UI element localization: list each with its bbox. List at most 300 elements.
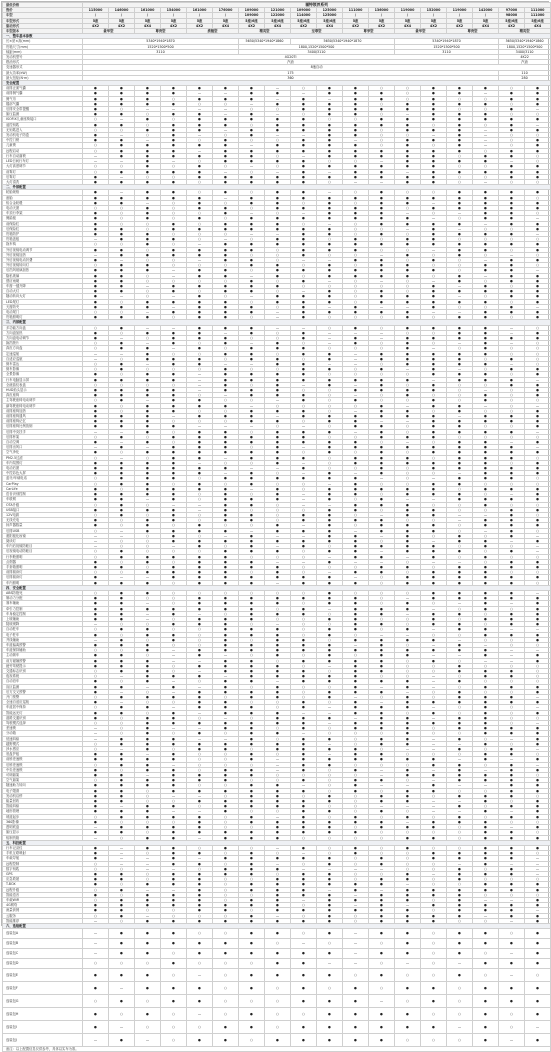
feature-cell: ● [525,959,551,969]
feature-cell: ● [239,773,265,778]
feature-cell: ● [499,216,525,221]
feature-cell: ● [473,440,499,445]
feature-cell: ● [135,648,161,653]
feature-cell: ○ [421,830,447,835]
feature-cell: ● [239,814,265,819]
feature-cell: ● [83,424,109,429]
feature-cell: ● [239,616,265,621]
feature-cell: — [265,466,291,471]
feature-cell: ● [499,845,525,850]
feature-cell: — [525,861,551,866]
feature-cell: ● [291,1021,317,1034]
row-label: 变速器形式 [3,65,83,70]
feature-cell: ● [135,263,161,268]
feature-cell: ○ [525,237,551,242]
row-label: LED尾灯 [3,299,83,304]
feature-cell: ● [525,127,551,132]
header-cell: / [395,13,421,18]
feature-cell: ● [187,127,213,132]
feature-cell: — [421,741,447,746]
feature-cell: ● [135,736,161,741]
feature-cell: ● [473,242,499,247]
feature-cell: ● [499,982,525,995]
feature-cell: ● [343,897,369,902]
feature-cell: ○ [135,533,161,538]
feature-cell: ● [265,382,291,387]
feature-cell: — [83,637,109,642]
feature-cell: ● [187,616,213,621]
feature-cell: ● [525,767,551,772]
feature-cell: ○ [239,299,265,304]
feature-cell: — [421,247,447,252]
feature-cell: ● [473,851,499,856]
feature-cell: ● [135,1008,161,1021]
feature-cell: ● [109,247,135,252]
feature-cell: ○ [239,523,265,528]
feature-cell: — [135,325,161,330]
feature-cell: ○ [83,913,109,918]
feature-cell: ● [499,304,525,309]
feature-cell: ○ [239,205,265,210]
feature-cell: ● [187,398,213,403]
feature-cell: ○ [317,726,343,731]
feature-cell: ○ [395,616,421,621]
feature-cell: ● [213,190,239,195]
feature-cell: ● [187,205,213,210]
feature-cell: ○ [395,570,421,575]
feature-cell: — [421,278,447,283]
feature-cell: ○ [135,512,161,517]
feature-cell: ● [187,86,213,91]
feature-cell: ● [317,549,343,554]
feature-cell: ● [369,752,395,757]
feature-cell: ● [187,523,213,528]
feature-cell: ○ [135,564,161,569]
feature-cell: ● [135,216,161,221]
feature-cell: ● [213,289,239,294]
table-row [3,1021,551,1034]
feature-cell: ● [187,195,213,200]
feature-cell: — [343,903,369,908]
spec-cell: 3110 [83,49,239,54]
feature-cell: ○ [135,294,161,299]
feature-cell: ● [291,752,317,757]
feature-cell: ● [369,669,395,674]
feature-cell: ○ [109,299,135,304]
feature-cell: ● [447,278,473,283]
row-label: 车联网 [3,497,83,502]
feature-cell: ● [473,929,499,939]
feature-cell: ○ [421,882,447,887]
feature-cell: — [291,492,317,497]
feature-cell: ● [473,497,499,502]
feature-cell: ● [317,695,343,700]
row-label: 后保险杠 [3,226,83,231]
feature-cell: ● [395,700,421,705]
price-cell: 119000 [395,8,421,13]
feature-cell: ○ [265,304,291,309]
feature-cell: — [395,819,421,824]
feature-cell: ● [109,377,135,382]
family-label: 福特领界系列 [83,3,551,8]
feature-cell: ● [109,908,135,913]
feature-cell: ● [135,91,161,96]
feature-cell: ● [317,195,343,200]
feature-cell: ● [265,200,291,205]
feature-cell: ● [213,466,239,471]
feature-cell: ● [161,476,187,481]
feature-cell: ● [473,564,499,569]
feature-cell: ○ [317,179,343,184]
feature-cell: ● [473,351,499,356]
feature-cell: — [161,159,187,164]
feature-cell: — [161,658,187,663]
feature-cell: ● [135,783,161,788]
feature-cell: — [369,887,395,892]
feature-cell: ● [161,289,187,294]
feature-cell: ● [109,362,135,367]
feature-cell: ● [291,637,317,642]
feature-cell: ● [239,356,265,361]
feature-cell: ● [499,367,525,372]
feature-cell: ● [291,799,317,804]
feature-cell: ○ [135,382,161,387]
feature-cell: ● [395,982,421,995]
feature-cell: ● [213,507,239,512]
feature-cell: ○ [447,616,473,621]
row-label: 制动力分配 [3,596,83,601]
feature-cell: ○ [369,325,395,330]
feature-cell: ● [395,445,421,450]
feature-cell: ● [291,642,317,647]
feature-cell: — [265,580,291,585]
feature-cell: ● [421,512,447,517]
feature-cell: ○ [317,637,343,642]
feature-cell: ○ [265,995,291,1008]
feature-cell: — [265,133,291,138]
feature-cell: ● [395,575,421,580]
feature-cell: ● [343,143,369,148]
feature-cell: ● [447,325,473,330]
feature-cell: ● [421,283,447,288]
feature-cell: ○ [265,700,291,705]
feature-cell: ● [343,205,369,210]
feature-cell: ● [421,918,447,923]
feature-cell: ● [525,393,551,398]
feature-cell: ● [291,949,317,959]
feature-cell: — [265,845,291,850]
feature-cell: ● [135,715,161,720]
feature-cell: ○ [265,336,291,341]
feature-cell: ● [499,804,525,809]
feature-cell: — [213,455,239,460]
feature-cell: — [161,325,187,330]
feature-cell: ● [187,445,213,450]
feature-cell: ● [447,969,473,982]
feature-cell: ● [213,549,239,554]
feature-cell: ○ [187,237,213,242]
feature-cell: ● [109,346,135,351]
feature-cell: — [395,903,421,908]
feature-cell: ● [525,575,551,580]
feature-cell: ● [369,445,395,450]
feature-cell: ● [343,549,369,554]
feature-cell: ● [317,580,343,585]
feature-cell: — [83,825,109,830]
feature-cell: ● [265,393,291,398]
feature-cell: ○ [291,684,317,689]
feature-cell: ● [447,476,473,481]
feature-cell: ○ [83,741,109,746]
feature-cell: ● [473,570,499,575]
feature-cell: ○ [265,424,291,429]
feature-cell: ● [213,700,239,705]
feature-cell: ● [291,216,317,221]
feature-cell: ● [161,715,187,720]
feature-cell: ● [161,341,187,346]
feature-cell: ● [213,211,239,216]
feature-cell: ○ [421,752,447,757]
header-cell: 4X4 [395,23,421,28]
feature-cell: ● [525,783,551,788]
feature-cell: ● [187,528,213,533]
feature-cell: ● [421,549,447,554]
feature-cell: ● [109,237,135,242]
feature-cell: — [317,554,343,559]
feature-cell: ● [239,96,265,101]
feature-cell: ○ [239,315,265,320]
feature-cell: ● [291,544,317,549]
row-label: 隐私玻璃 [3,273,83,278]
feature-cell: ● [317,148,343,153]
feature-cell: ○ [213,819,239,824]
feature-cell: ● [239,918,265,923]
feature-cell: ○ [291,632,317,637]
feature-cell: ○ [343,918,369,923]
feature-cell: ○ [525,715,551,720]
header-cell: / [109,13,135,18]
feature-cell: ○ [161,523,187,528]
feature-cell: — [395,882,421,887]
feature-cell: ● [265,486,291,491]
feature-cell: ● [135,486,161,491]
feature-cell: ○ [499,892,525,897]
feature-cell: ○ [265,871,291,876]
feature-cell: — [187,856,213,861]
feature-cell: ● [265,476,291,481]
feature-cell: ● [109,325,135,330]
feature-cell: ● [213,434,239,439]
feature-cell: ● [265,819,291,824]
header-cell: 5座 [161,18,187,23]
feature-cell: ● [369,263,395,268]
feature-cell: ● [499,96,525,101]
row-label: 上坡辅助 [3,616,83,621]
feature-cell: ● [343,819,369,824]
price-cell: 136000 [369,8,395,13]
feature-cell: ○ [83,205,109,210]
row-label: 倒车雷达 [3,362,83,367]
feature-cell: ● [421,434,447,439]
feature-cell: ○ [447,216,473,221]
feature-cell: ○ [187,138,213,143]
feature-cell: ● [499,450,525,455]
feature-cell: ● [83,908,109,913]
feature-cell: ○ [187,627,213,632]
feature-cell: ○ [473,533,499,538]
feature-cell: — [369,700,395,705]
table-row [3,969,551,982]
feature-cell: ● [317,642,343,647]
feature-cell: ● [213,648,239,653]
feature-cell: ● [213,845,239,850]
feature-cell: ● [317,414,343,419]
row-label: 最大扭矩(N·m) [3,75,83,80]
feature-cell: ○ [447,835,473,840]
feature-cell: ● [161,892,187,897]
feature-cell: — [421,133,447,138]
row-label: 无钥匙进入 [3,127,83,132]
feature-cell: — [187,835,213,840]
feature-cell: ● [291,995,317,1008]
spec-cell: 360 [83,75,499,80]
feature-cell: ● [447,122,473,127]
feature-cell: ● [395,263,421,268]
feature-cell: ● [499,835,525,840]
feature-cell: ○ [525,830,551,835]
feature-cell: ● [135,346,161,351]
feature-cell: ● [291,205,317,210]
table-row [3,959,551,969]
feature-cell: ● [473,153,499,158]
feature-cell: ● [499,788,525,793]
feature-cell: ● [135,237,161,242]
feature-cell: — [291,523,317,528]
feature-cell: ○ [265,502,291,507]
header-cell: / [135,13,161,18]
feature-cell: ● [395,351,421,356]
feature-cell: ○ [161,799,187,804]
feature-cell: ● [265,653,291,658]
feature-cell: — [213,107,239,112]
feature-cell: ● [291,299,317,304]
feature-cell: — [421,809,447,814]
feature-cell: ● [499,190,525,195]
feature-cell: ● [369,793,395,798]
feature-cell: — [161,414,187,419]
feature-cell: ● [525,200,551,205]
feature-cell: — [213,674,239,679]
feature-cell: ● [109,783,135,788]
feature-cell: ● [265,799,291,804]
feature-cell: ○ [135,289,161,294]
feature-cell: ● [109,773,135,778]
feature-cell: — [421,559,447,564]
feature-cell: ○ [291,622,317,627]
feature-cell: — [395,747,421,752]
feature-cell: ○ [499,393,525,398]
feature-cell: ● [525,278,551,283]
feature-cell: ● [291,429,317,434]
feature-cell: — [525,231,551,236]
feature-cell: ● [473,799,499,804]
feature-cell: ○ [343,564,369,569]
feature-cell: ● [187,304,213,309]
feature-cell: ● [291,179,317,184]
feature-cell: ● [525,143,551,148]
feature-cell: ● [317,747,343,752]
feature-cell: ○ [343,632,369,637]
feature-cell: ● [447,903,473,908]
feature-cell: ● [421,544,447,549]
feature-cell: ● [525,257,551,262]
feature-cell: — [525,549,551,554]
feature-cell: ● [135,825,161,830]
feature-cell: ● [187,799,213,804]
feature-cell: ● [447,929,473,939]
feature-cell: — [369,336,395,341]
feature-cell: ○ [369,372,395,377]
feature-cell: ● [525,221,551,226]
feature-cell: ● [265,122,291,127]
feature-cell: ● [525,882,551,887]
feature-cell: ○ [343,346,369,351]
feature-cell: ● [291,762,317,767]
feature-cell: ● [239,658,265,663]
feature-cell: ● [213,159,239,164]
feature-cell: ● [239,741,265,746]
feature-cell: ● [447,721,473,726]
feature-cell: ● [239,372,265,377]
feature-cell: ○ [343,315,369,320]
feature-cell: ● [473,393,499,398]
feature-cell: — [421,497,447,502]
feature-cell: ● [525,367,551,372]
feature-cell: ○ [421,471,447,476]
feature-cell: ● [83,653,109,658]
feature-cell: ● [265,892,291,897]
feature-cell: ○ [109,211,135,216]
feature-cell: ● [265,575,291,580]
feature-cell: ● [525,117,551,122]
table-row [3,1034,551,1047]
feature-cell: ○ [447,705,473,710]
feature-cell: ○ [395,710,421,715]
feature-cell: — [525,627,551,632]
feature-cell: ● [265,205,291,210]
feature-cell: ● [213,918,239,923]
feature-cell: ● [83,200,109,205]
feature-cell: ● [447,221,473,226]
feature-cell: ● [343,601,369,606]
feature-cell: ● [161,856,187,861]
feature-cell: ○ [499,283,525,288]
feature-cell: ● [291,96,317,101]
feature-cell: ● [317,918,343,923]
feature-cell: ● [447,419,473,424]
feature-cell: ○ [187,533,213,538]
feature-cell: ○ [265,1021,291,1034]
feature-cell: ● [343,689,369,694]
feature-cell: — [161,268,187,273]
feature-cell: — [473,897,499,902]
feature-cell: ○ [343,190,369,195]
feature-cell: — [109,533,135,538]
feature-cell: ● [161,377,187,382]
feature-cell: ● [213,518,239,523]
feature-cell: ○ [109,648,135,653]
feature-cell: ● [395,143,421,148]
